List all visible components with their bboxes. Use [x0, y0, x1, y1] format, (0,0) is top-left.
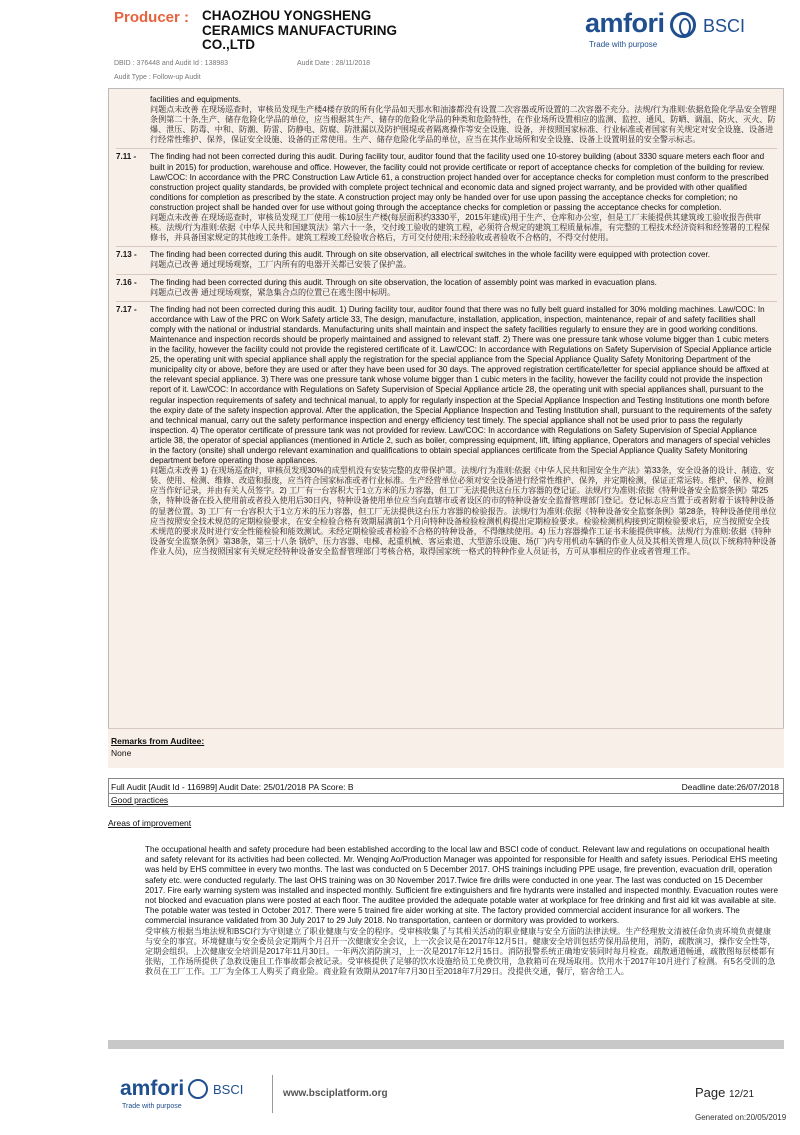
- good-practices-title: Good practices: [111, 795, 169, 805]
- finding-item: [116, 305, 777, 557]
- footer-logo-text: amfori: [120, 1077, 185, 1100]
- footer-logo-bsci: BSCI: [213, 1082, 244, 1097]
- generated-on: [695, 1113, 786, 1122]
- areas-cn: 受审核方根据当地法规和BSCI行为守则建立了职业健康与安全的程序。受审核收集了与其相关活动的职业健康与安全方面的法律法规。生产经理敖文清被任命负责环境负责健康与安全的事宜。环境健康与安全委员会定期两个月召开一次健康安全会议，上一次会议是在2017年12月5日。健康安全培训包括劳保用品使用，消防，疏散演习，操作安全性等，定期会组织。上次健康安全培训是2017年11月30日。一年两次消防演习，上一次是2017年12月15日。消防报警系统正确地安装同时每月检查。疏散通道畅通，疏散图每层楼都有张贴，工作场所提供了急救设施且工作事故都会被记录。受审核提供了足够的饮水设施给员工免费饮用，急救箱可在现场取用。饮用水于2017年10月进行了检测。有5名受训的急救员在工厂工作。工厂为全体工人购买了商业险。商业险有效期从2017年7月30日至2018年7月29日。没提供交通，餐厅，宿舍给工人。: [145, 926, 776, 977]
- areas-en: The occupational health and safety procedure had been established according to the local law and BSCI code of conduct. Relevant law and regulations on occupational health and safety relevant for its activities had been collected. Mr. Wenqing Ao/Production Manager was appointed for responsible for Health and safety issues. Periodical EHS meeting was held by EHS committee in every two months. The last was conducted on 5 December 2017. OHS trainings including PPE usage, fire prevention, evacuation drill, operation safety etc. were conducted regularly. The last OHS training was on 30 November 2017.Twice fire drills were conducted in one year. The last was conducted on 15 December 2017. Fire early warning system was installed and inspected monthly. Sufficient fire extinguishers and fire hydrants were installed and inspected monthly. Evacuation routes were not blocked and evacuation plans were posted at each floor. The auditee provided the adequate potable water at workplace for free drinking and first aid kit was available at site. The potable water was tested in October 2017. There were 5 trained fire aider working at site. The factory provided commercial accident insurance for all workers. The commercial insurance validated from 30 July 2017 to 29 July 2018. No transportation, canteen or dormitory was provided to workers.: [145, 845, 778, 926]
- amfori-circle-icon: [670, 12, 696, 38]
- full-audit-row: [108, 778, 784, 794]
- finding-number: 7.17 -: [116, 304, 137, 314]
- generated-date: 20/05/2019: [746, 1113, 787, 1122]
- footer-url: www.bsciplatform.org: [283, 1088, 388, 1099]
- finding-cn: 问题点已改善 通过现场观察，工厂内所有的电器开关都已安装了保护盖。: [150, 260, 412, 270]
- finding-intro-en: facilities and equipments.: [150, 95, 241, 104]
- finding-cn: 问题点未改善 在现场巡查时，审核员发现工厂使用一栋10层生产楼(每层面积约3330平，2015年建成)用于生产、仓库和办公室，但是工厂未能提供其建筑竣工验收报告供审核。法规/行为准则:依据《中华人民共和国建筑法》第六十一条，交付竣工验收的建筑工程，必须符合规定的建筑工程质量标准，有完整的工程技术经济资料和经签署的工程保修书，并具备国家规定的其他竣工条件。建筑工程竣工经验收合格后，方可交付使用;未经验收或者验收不合格的，不得交付使用。: [150, 213, 770, 243]
- footer-logo-tagline: Trade with purpose: [122, 1103, 182, 1110]
- page-label: Page: [695, 1085, 726, 1100]
- finding-number: 7.13 -: [116, 250, 137, 260]
- amfori-logo: [585, 8, 785, 58]
- producer-label: Producer :: [114, 9, 190, 26]
- finding-number: 7.16 -: [116, 277, 137, 287]
- page-number: [695, 1085, 754, 1100]
- finding-en: The finding had not been corrected during this audit. During facility tour, auditor found that the facility used one 10-storey building (about 3330 square meters each floor and built in 2015) for production, warehouse and office. However, the facility could not provide certificate or report of acceptance checks for completion of the building for review. Law/COC: In accordance with the PRC Construction Law Article 61, a construction project handed over for acceptance checks for completion must conform to the prescribed construction project quality standards, be provided with complete project technical and economic data and signed project warranty, and be provided with other qualified conditions for completion as prescribed by the state. A construction project may only be handed over for use upon passing the acceptance checks for completion; no construction project shall be handed over for use without going through the acceptance checks for completion or passing the acceptance checks for completion.: [150, 152, 769, 212]
- logo-text: amfori: [585, 8, 665, 38]
- remarks-box: [108, 728, 784, 768]
- dbid-line: DBID : 376448 and Audit Id : 138983: [114, 60, 229, 67]
- areas-title: Areas of improvement: [108, 818, 192, 828]
- findings-content: [116, 95, 777, 557]
- findings-panel: [108, 88, 784, 768]
- company-name: [202, 9, 442, 53]
- finding-en: The finding had not been corrected during this audit. 1) During facility tour, auditor found that there was no fully belt guard installed for 30% molding machines. Law/COC: In accordance with Law of the PRC on Work Safety article 33, The design, manufacture, installation, application, inspection, maintenance, repair of and safety facilities shall comply with the national or industrial standards. Manufacturing units shall maintain and inspect the safety facilities regularly to ensure they are in good working conditions. Maintenance and inspection records should be properly maintained and assigned to relevant staff. 2) There was one pressure tank whose volume bigger than 1 cubic meters in the facility, however the facility could not provide the registered certificate of it. Law/COC: In accordance with Regulations on Safety Supervision of Special Appliance article 25, the operating unit with special appliance shall apply the registration for the special appliance from the Special Appliance Quality Safety Monitoring Department of the municipality city or above, before they are used or after they have been used for 30 days. The approved registration certificate/letter for special appliance should be affixed at the relevant special appliance. 3) There was one pressure tank whose volume bigger than 1 cubic meters in the facility, however the facility could not provide the inspection report of it. Law/COC: In accordance with Regulations on Safety Supervision of Special Appliance article 28, the operating unit with special appliances shall, pursuant to the regular inspection requirements of safety and technical manual, to apply for regularly inspection at the Special Appliance Inspection and Testing Institutions one month before the expiry date of the safety inspection approval. After the application, the Special Appliance Inspection and Testing Institution shall, pursuant to the requirements of the safety and technical manual, carry out the safety performance inspection and energy efficiency test timely. The special appliance shall not be used prior to pass the regularly inspection. 4) The operator certificate of pressure tank was not provided for review. Law/COC: In accordance with Regulations on Safety Supervision of Special Appliance article 38, the operator of special appliances (mentioned in Article 2, such as boiler, compressing equipment, lift, lifting appliance, Operators and managers of special vehicles in the factory (onsite) shall undergo relevant examination and qualifications to obtain special appliances certificate from the Special Appliance Quality Safety Monitoring department before operating those appliances.: [150, 304, 772, 466]
- finding-en: The finding had been corrected during this audit. Through on site observation, all electrical switches in the whole facility were equipped with protection cover.: [150, 250, 710, 260]
- page-num: 12/21: [729, 1089, 755, 1100]
- logo-tagline: Trade with purpose: [589, 40, 658, 49]
- finding-intro: [116, 95, 777, 145]
- finding-number: 7.11 -: [116, 152, 137, 162]
- finding-cn: 问题点未改善 1) 在现场巡查时，审核员发现30%的成型机没有安装完整的皮带保护罩。法规/行为准则:依据《中华人民共和国安全生产法》第33条，安全设备的设计、制造、安装、使用、检测、维修、改造和报废，应当符合国家标准或者行业标准。生产经营单位必须对安全设备进行经常性维护、保养，并定期检测，保证正常运转。维护、保养、检测应当作好记录，并由有关人员签字。2) 工厂有一台容积大于1立方米的压力容器，但工厂无法提供这台压力容器的登记证。法规/行为准则:依据《特种设备安全监察条例》第25条，特种设备在投入使用前或者投入使用后30日内，特种设备使用单位应当向直辖市或者设区的市的特种设备安全监督管理部门登记。登记标志应当置于或者附着于该特种设备的显著位置。3) 工厂有一台容积大于1立方米的压力容器，但工厂无法提供这台压力容器的检验报告。法规/行为准则:依据《特种设备安全监察条例》第28条，特种设备使用单位应当按照安全技术规范的定期检验要求，在安全检验合格有效期届满前1个月向特种设备检验检测机构提出定期检验要求。检验检测机构接到定期检验要求后，应当按照安全技术规范的要求及时进行安全性能检验和能效测试。未经定期检验或者检验不合格的特种设备，不得继续使用。4) 压力容器操作工证书未能提供审核。法规/行为准则:依据《特种设备安全监察条例》第38条，第三十八条 锅炉、压力容器、电梯、起重机械、客运索道、大型游乐设施、场(厂)内专用机动车辆的作业人员及其相关管理人员(以下统称特种设备作业人员)，应当按照国家有关规定经特种设备安全监督管理部门考核合格，取得国家统一格式的特种作业人员证书，方可从事相应的作业或者管理工作。: [150, 466, 777, 556]
- section-bar: [108, 1040, 784, 1049]
- finding-intro-cn: 问题点未改善 在现场巡查时，审核员发现生产楼4楼存放的所有化学品如天那水和油漆都没有设置二次容器或所设置的二次容器不充分。法规/行为准则:依据危险化学品安全管理条例第二十条,生产、储存危险化学品的单位，应当根据其生产、储存的危险化学品的种类和危险特性，在作业场所设置相应的监测、监控、通风、防晒、调温、防火、灭火、防爆、泄压、防毒、中和、防潮、防雷、防静电、防腐、防泄漏以及防护围堤或者隔离操作等安全设施、设备，并按照国家标准、行业标准或者国家有关规定对安全设施、设备进行经常性维护、保养，保证安全设施、设备的正常使用。生产、储存危险化学品的单位，应当在其作业场所和安全设施、设备上设置明显的安全警示标志。: [150, 105, 777, 145]
- finding-cn: 问题点已改善 通过现场观察，紧急集合点的位置已在逃生图中标明。: [150, 287, 396, 297]
- footer-amfori-circle-icon: [188, 1079, 208, 1099]
- audit-type: Audit Type : Follow-up Audit: [114, 74, 201, 81]
- logo-bsci: BSCI: [703, 16, 746, 36]
- full-audit-info: Full Audit [Audit Id - 116989] Audit Date: 25/01/2018 PA Score: B: [111, 782, 354, 792]
- generated-label: Generated on:: [695, 1113, 747, 1122]
- finding-item: [116, 278, 777, 298]
- good-practices-row: [108, 794, 784, 807]
- company-name-line: CHAOZHOU YONGSHENG: [202, 8, 372, 23]
- audit-date: Audit Date : 28/11/2018: [297, 60, 371, 67]
- finding-item: [116, 152, 777, 243]
- remarks-value: None: [111, 748, 132, 758]
- company-name-line: CO.,LTD: [202, 37, 255, 52]
- finding-en: The finding had been corrected during this audit. Through on site observation, the location of assembly point was marked in evacuation plans.: [150, 277, 657, 287]
- footer-amfori-logo: [120, 1077, 260, 1117]
- remarks-title: Remarks from Auditee:: [111, 736, 205, 746]
- company-name-line: CERAMICS MANUFACTURING: [202, 22, 397, 38]
- finding-item: [116, 250, 777, 270]
- footer-divider: [272, 1075, 273, 1113]
- areas-of-improvement-text: [145, 845, 778, 978]
- deadline-date: Deadline date:26/07/2018: [681, 782, 779, 792]
